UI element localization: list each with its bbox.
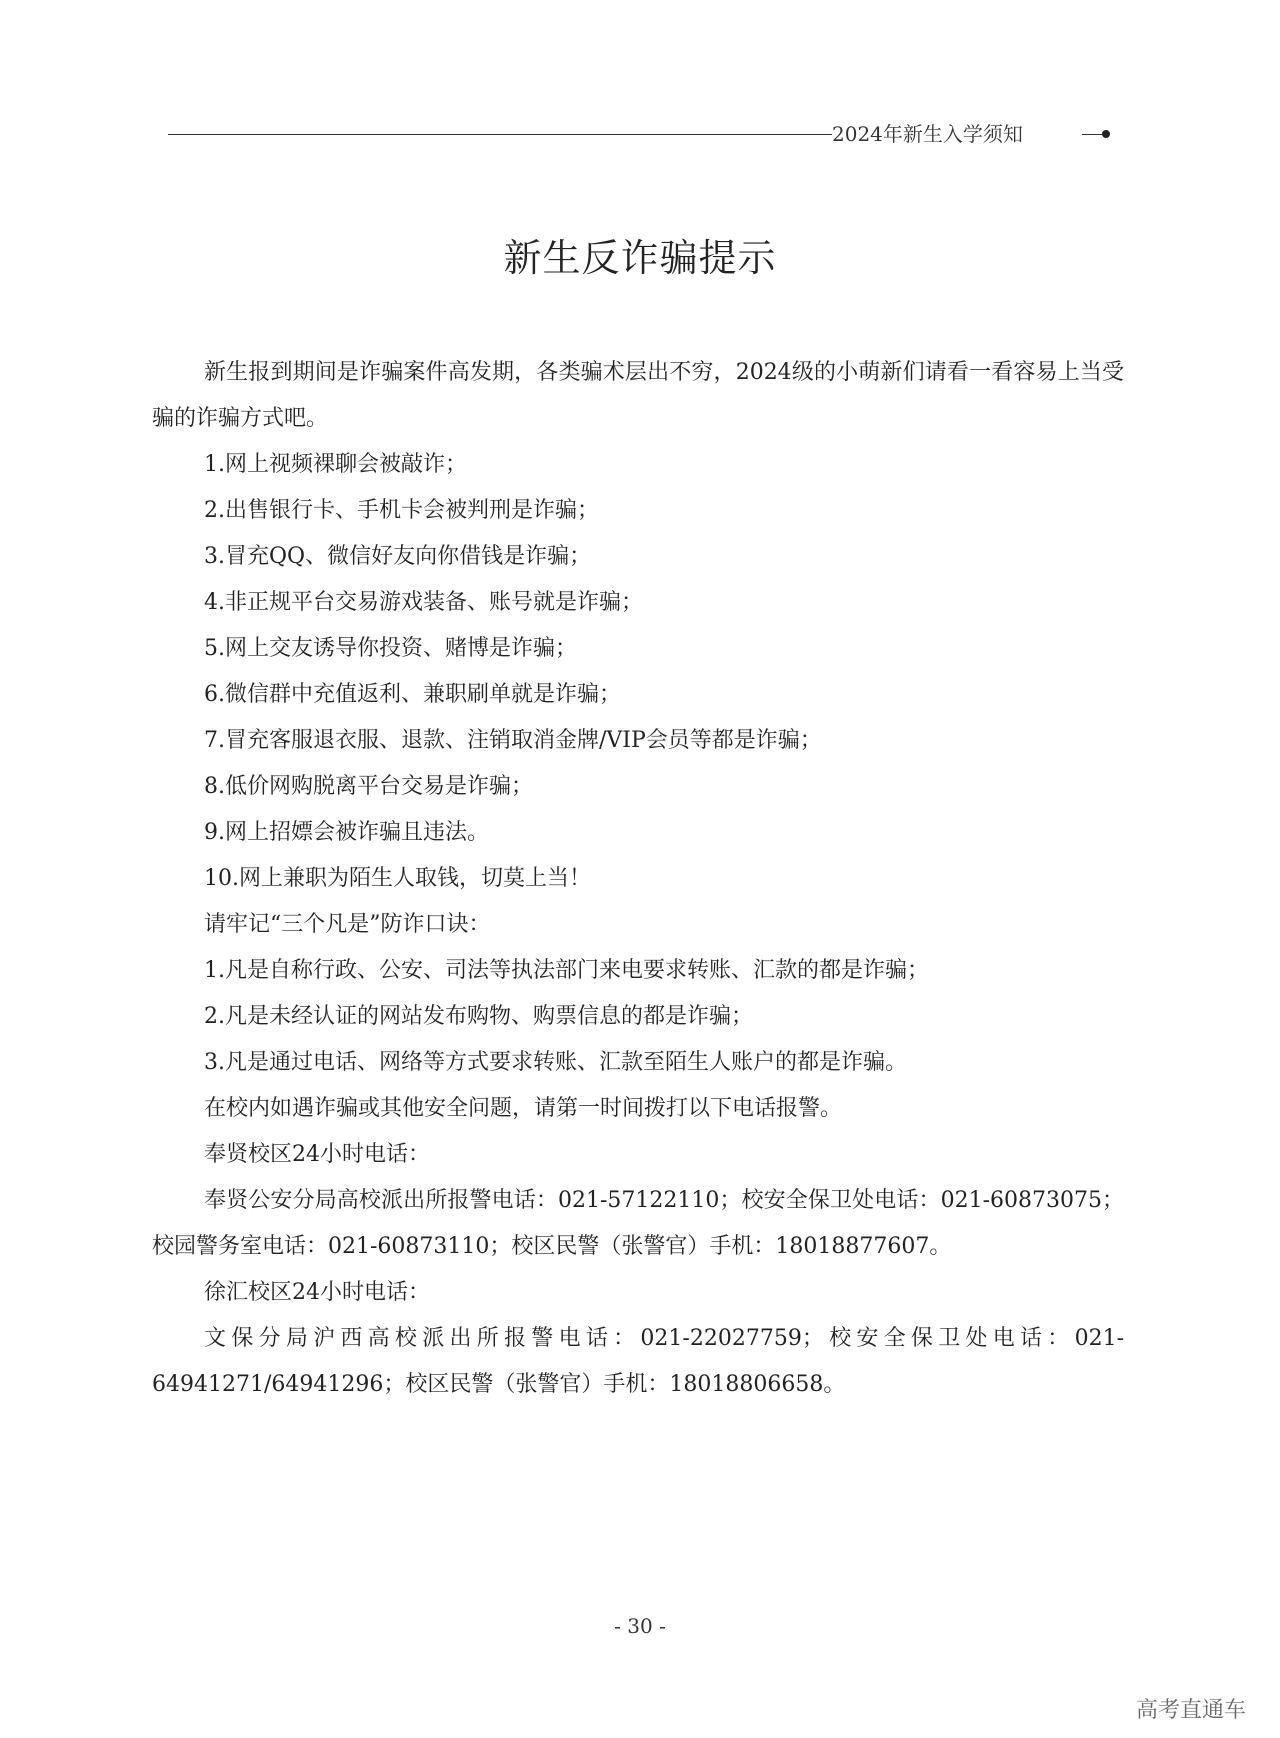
xuhui-heading: 徐汇校区24小时电话： xyxy=(204,1280,430,1305)
scam-item: 5.网上交友诱导你投资、赌博是诈骗； xyxy=(204,636,577,661)
scam-item: 3.冒充QQ、微信好友向你借钱是诈骗； xyxy=(204,544,592,569)
xuhui-contacts: 文保分局沪西高校派出所报警电话：021-22027759；校安全保卫处电话：021-64941271/64941296；校区民警（张警官）手机：18018806658。 xyxy=(152,1326,1124,1397)
mnemonic-item: 2.凡是未经认证的网站发布购物、购票信息的都是诈骗； xyxy=(204,1004,753,1029)
header-ornament-dot xyxy=(1102,130,1110,138)
page-title: 新生反诈骗提示 xyxy=(503,236,777,280)
scam-item: 10.网上兼职为陌生人取钱，切莫上当！ xyxy=(204,866,591,891)
scam-item: 6.微信群中充值返利、兼职刷单就是诈骗； xyxy=(204,682,621,707)
intro-paragraph: 新生报到期间是诈骗案件高发期，各类骗术层出不穷，2024级的小萌新们请看一看容易上当受骗的诈骗方式吧。 xyxy=(152,360,1124,431)
scam-item: 2.出售银行卡、手机卡会被判刑是诈骗； xyxy=(204,498,599,523)
fengxian-heading: 奉贤校区24小时电话： xyxy=(204,1142,430,1167)
scam-item: 8.低价网购脱离平台交易是诈骗； xyxy=(204,774,533,799)
document-body xyxy=(152,350,1124,1408)
header-rule xyxy=(168,134,832,135)
mnemonic-heading: 请牢记“三个凡是”防诈口诀： xyxy=(204,912,491,937)
scam-item: 7.冒充客服退衣服、退款、注销取消金牌/VIP会员等都是诈骗； xyxy=(204,728,822,753)
scam-item: 4.非正规平台交易游戏装备、账号就是诈骗； xyxy=(204,590,643,615)
mnemonic-item: 3.凡是通过电话、网络等方式要求转账、汇款至陌生人账户的都是诈骗。 xyxy=(204,1050,907,1075)
fengxian-contacts: 奉贤公安分局高校派出所报警电话：021-57122110；校安全保卫处电话：021-60873075；校园警务室电话：021-60873110；校区民警（张警官）手机：18018877607。 xyxy=(152,1188,1124,1259)
report-notice: 在校内如遇诈骗或其他安全问题，请第一时间拨打以下电话报警。 xyxy=(204,1096,843,1121)
mnemonic-item: 1.凡是自称行政、公安、司法等执法部门来电要求转账、汇款的都是诈骗； xyxy=(204,958,929,983)
header-ornament-line xyxy=(1082,134,1104,135)
scam-item: 9.网上招嫖会被诈骗且违法。 xyxy=(204,820,489,845)
page-number: - 30 - xyxy=(614,1614,666,1638)
watermark: 高考直通车 xyxy=(1136,1698,1247,1723)
scam-item: 1.网上视频裸聊会被敲诈； xyxy=(204,452,467,477)
running-title: 2024年新生入学须知 xyxy=(832,122,1023,146)
